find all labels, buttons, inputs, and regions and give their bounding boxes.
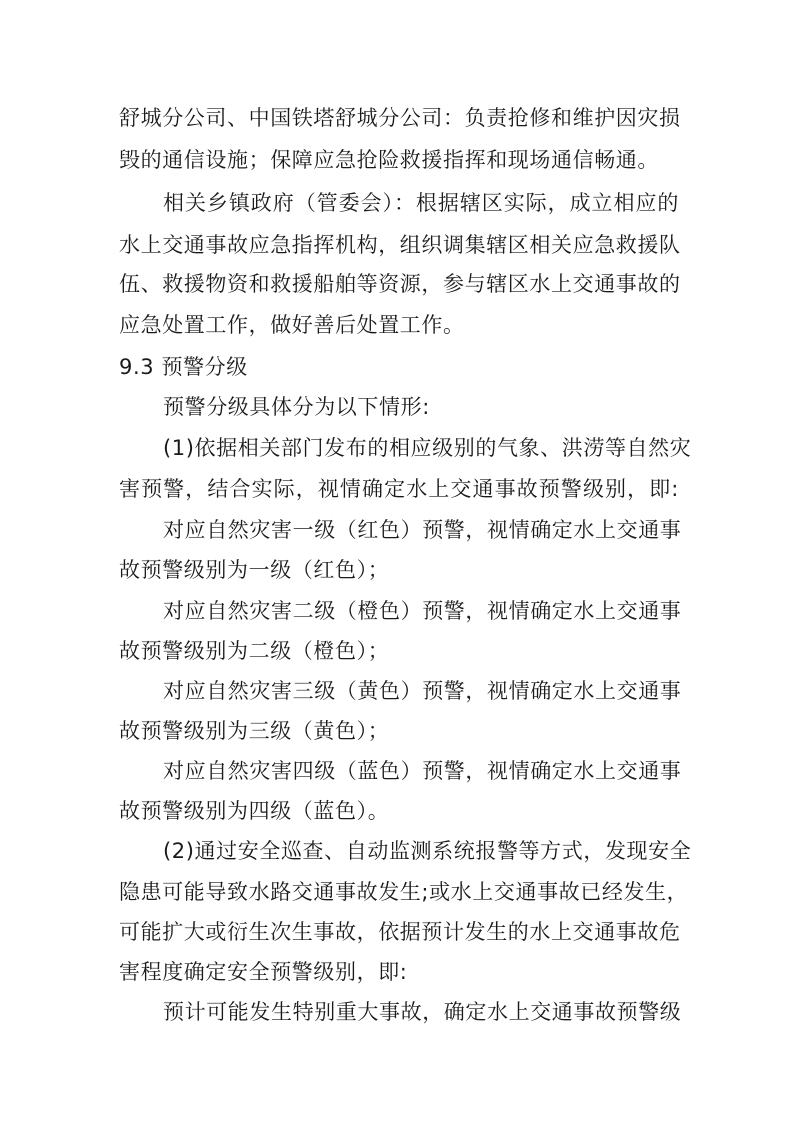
text-line: (2)通过安全巡查、自动监测系统报警等方式，发现安全 bbox=[163, 839, 692, 863]
text-line: 对应自然灾害四级（蓝色）预警，视情确定水上交通事 bbox=[163, 759, 682, 783]
text-line: 伍、救援物资和救援船舶等资源，参与辖区水上交通事故的 bbox=[119, 272, 681, 296]
text-line: 隐患可能导致水路交通事故发生;或水上交通事故已经发生， bbox=[119, 880, 689, 904]
text-line: 故预警级别为四级（蓝色）。 bbox=[119, 799, 390, 823]
text-line: 应急处置工作，做好善后处置工作。 bbox=[119, 313, 465, 337]
text-line: 对应自然灾害三级（黄色）预警，视情确定水上交通事 bbox=[163, 679, 682, 703]
text-line: 可能扩大或衍生次生事故，依据预计发生的水上交通事故危 bbox=[119, 920, 681, 944]
text-line: 害程度确定安全预警级别，即: bbox=[119, 960, 408, 984]
text-line: 预警分级具体分为以下情形: bbox=[163, 395, 430, 419]
text-line: 故预警级别为二级（橙色）； bbox=[119, 639, 390, 663]
text-line: 毁的通信设施；保障应急抢险救援指挥和现场通信畅通。 bbox=[119, 148, 659, 172]
section-heading: 9.3 预警分级 bbox=[119, 355, 248, 379]
text-line: 故预警级别为一级（红色）； bbox=[119, 558, 390, 582]
text-line: 故预警级别为三级（黄色）； bbox=[119, 719, 390, 743]
text-line: (1)依据相关部门发布的相应级别的气象、洪涝等自然灾 bbox=[163, 436, 692, 460]
text-line: 舒城分公司、中国铁塔舒城分公司：负责抢修和维护因灾损 bbox=[119, 106, 681, 130]
text-line: 水上交通事故应急指挥机构，组织调集辖区相关应急救援队 bbox=[119, 233, 681, 257]
text-line: 预计可能发生特别重大事故，确定水上交通事故预警级 bbox=[163, 1000, 682, 1024]
text-line: 相关乡镇政府（管委会）：根据辖区实际，成立相应的 bbox=[163, 191, 679, 215]
text-line: 对应自然灾害二级（橙色）预警，视情确定水上交通事 bbox=[163, 599, 682, 623]
text-line: 对应自然灾害一级（红色）预警，视情确定水上交通事 bbox=[163, 518, 682, 542]
text-line: 害预警，结合实际，视情确定水上交通事故预警级别，即: bbox=[119, 477, 679, 501]
